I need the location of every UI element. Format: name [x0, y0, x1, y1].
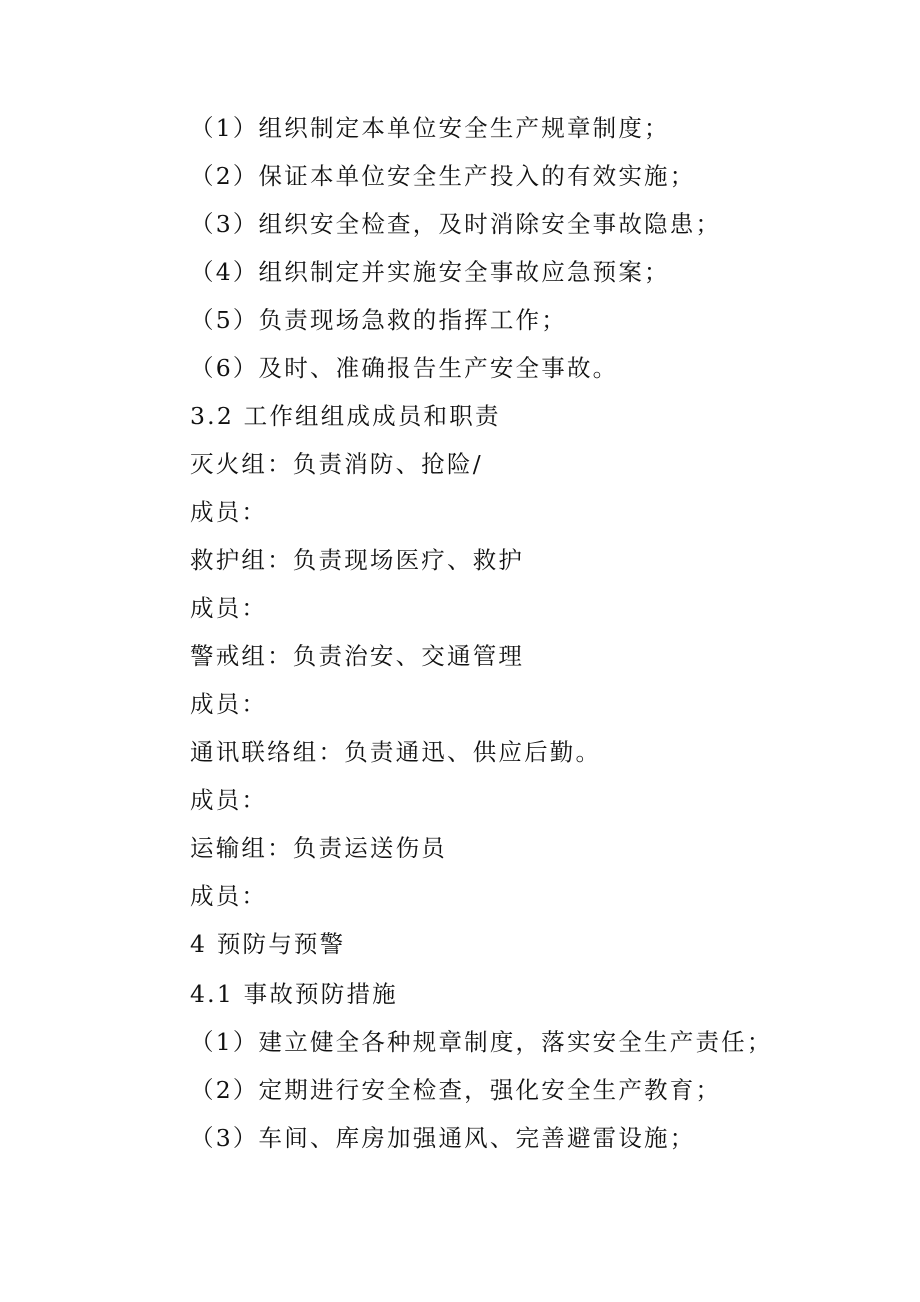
prevention-item-3: （3）车间、库房加强通风、完善避雷设施；: [190, 1124, 696, 1152]
duty-item-3: （3）组织安全检查，及时消除安全事故隐患；: [190, 210, 722, 238]
members-label: 成员：: [190, 594, 268, 622]
members-label: 成员：: [190, 498, 268, 526]
duty-item-5: （5）负责现场急救的指挥工作；: [190, 306, 567, 334]
duty-item-4: （4）组织制定并实施安全事故应急预案；: [190, 258, 670, 286]
duty-item-6: （6）及时、准确报告生产安全事故。: [190, 354, 619, 382]
group-firefighting: 灭火组：负责消防、抢险/: [190, 450, 483, 478]
members-label: 成员：: [190, 786, 268, 814]
group-rescue: 救护组：负责现场医疗、救护: [190, 546, 525, 574]
group-communication: 通讯联络组：负责通迅、供应后勤。: [190, 738, 602, 766]
group-security: 警戒组：负责治安、交通管理: [190, 642, 525, 670]
duty-item-2: （2）保证本单位安全生产投入的有效实施；: [190, 162, 696, 190]
members-label: 成员：: [190, 690, 268, 718]
group-transport: 运输组：负责运送伤员: [190, 834, 447, 862]
duty-item-1: （1）组织制定本单位安全生产规章制度；: [190, 114, 670, 142]
members-label: 成员：: [190, 882, 268, 910]
section-heading-3-2: 3.2 工作组组成成员和职责: [190, 402, 501, 430]
prevention-item-2: （2）定期进行安全检查，强化安全生产教育；: [190, 1076, 722, 1104]
section-heading-4: 4 预防与预警: [190, 930, 346, 958]
prevention-item-1: （1）建立健全各种规章制度，落实安全生产责任；: [190, 1028, 773, 1056]
section-heading-4-1: 4.1 事故预防措施: [190, 980, 398, 1008]
